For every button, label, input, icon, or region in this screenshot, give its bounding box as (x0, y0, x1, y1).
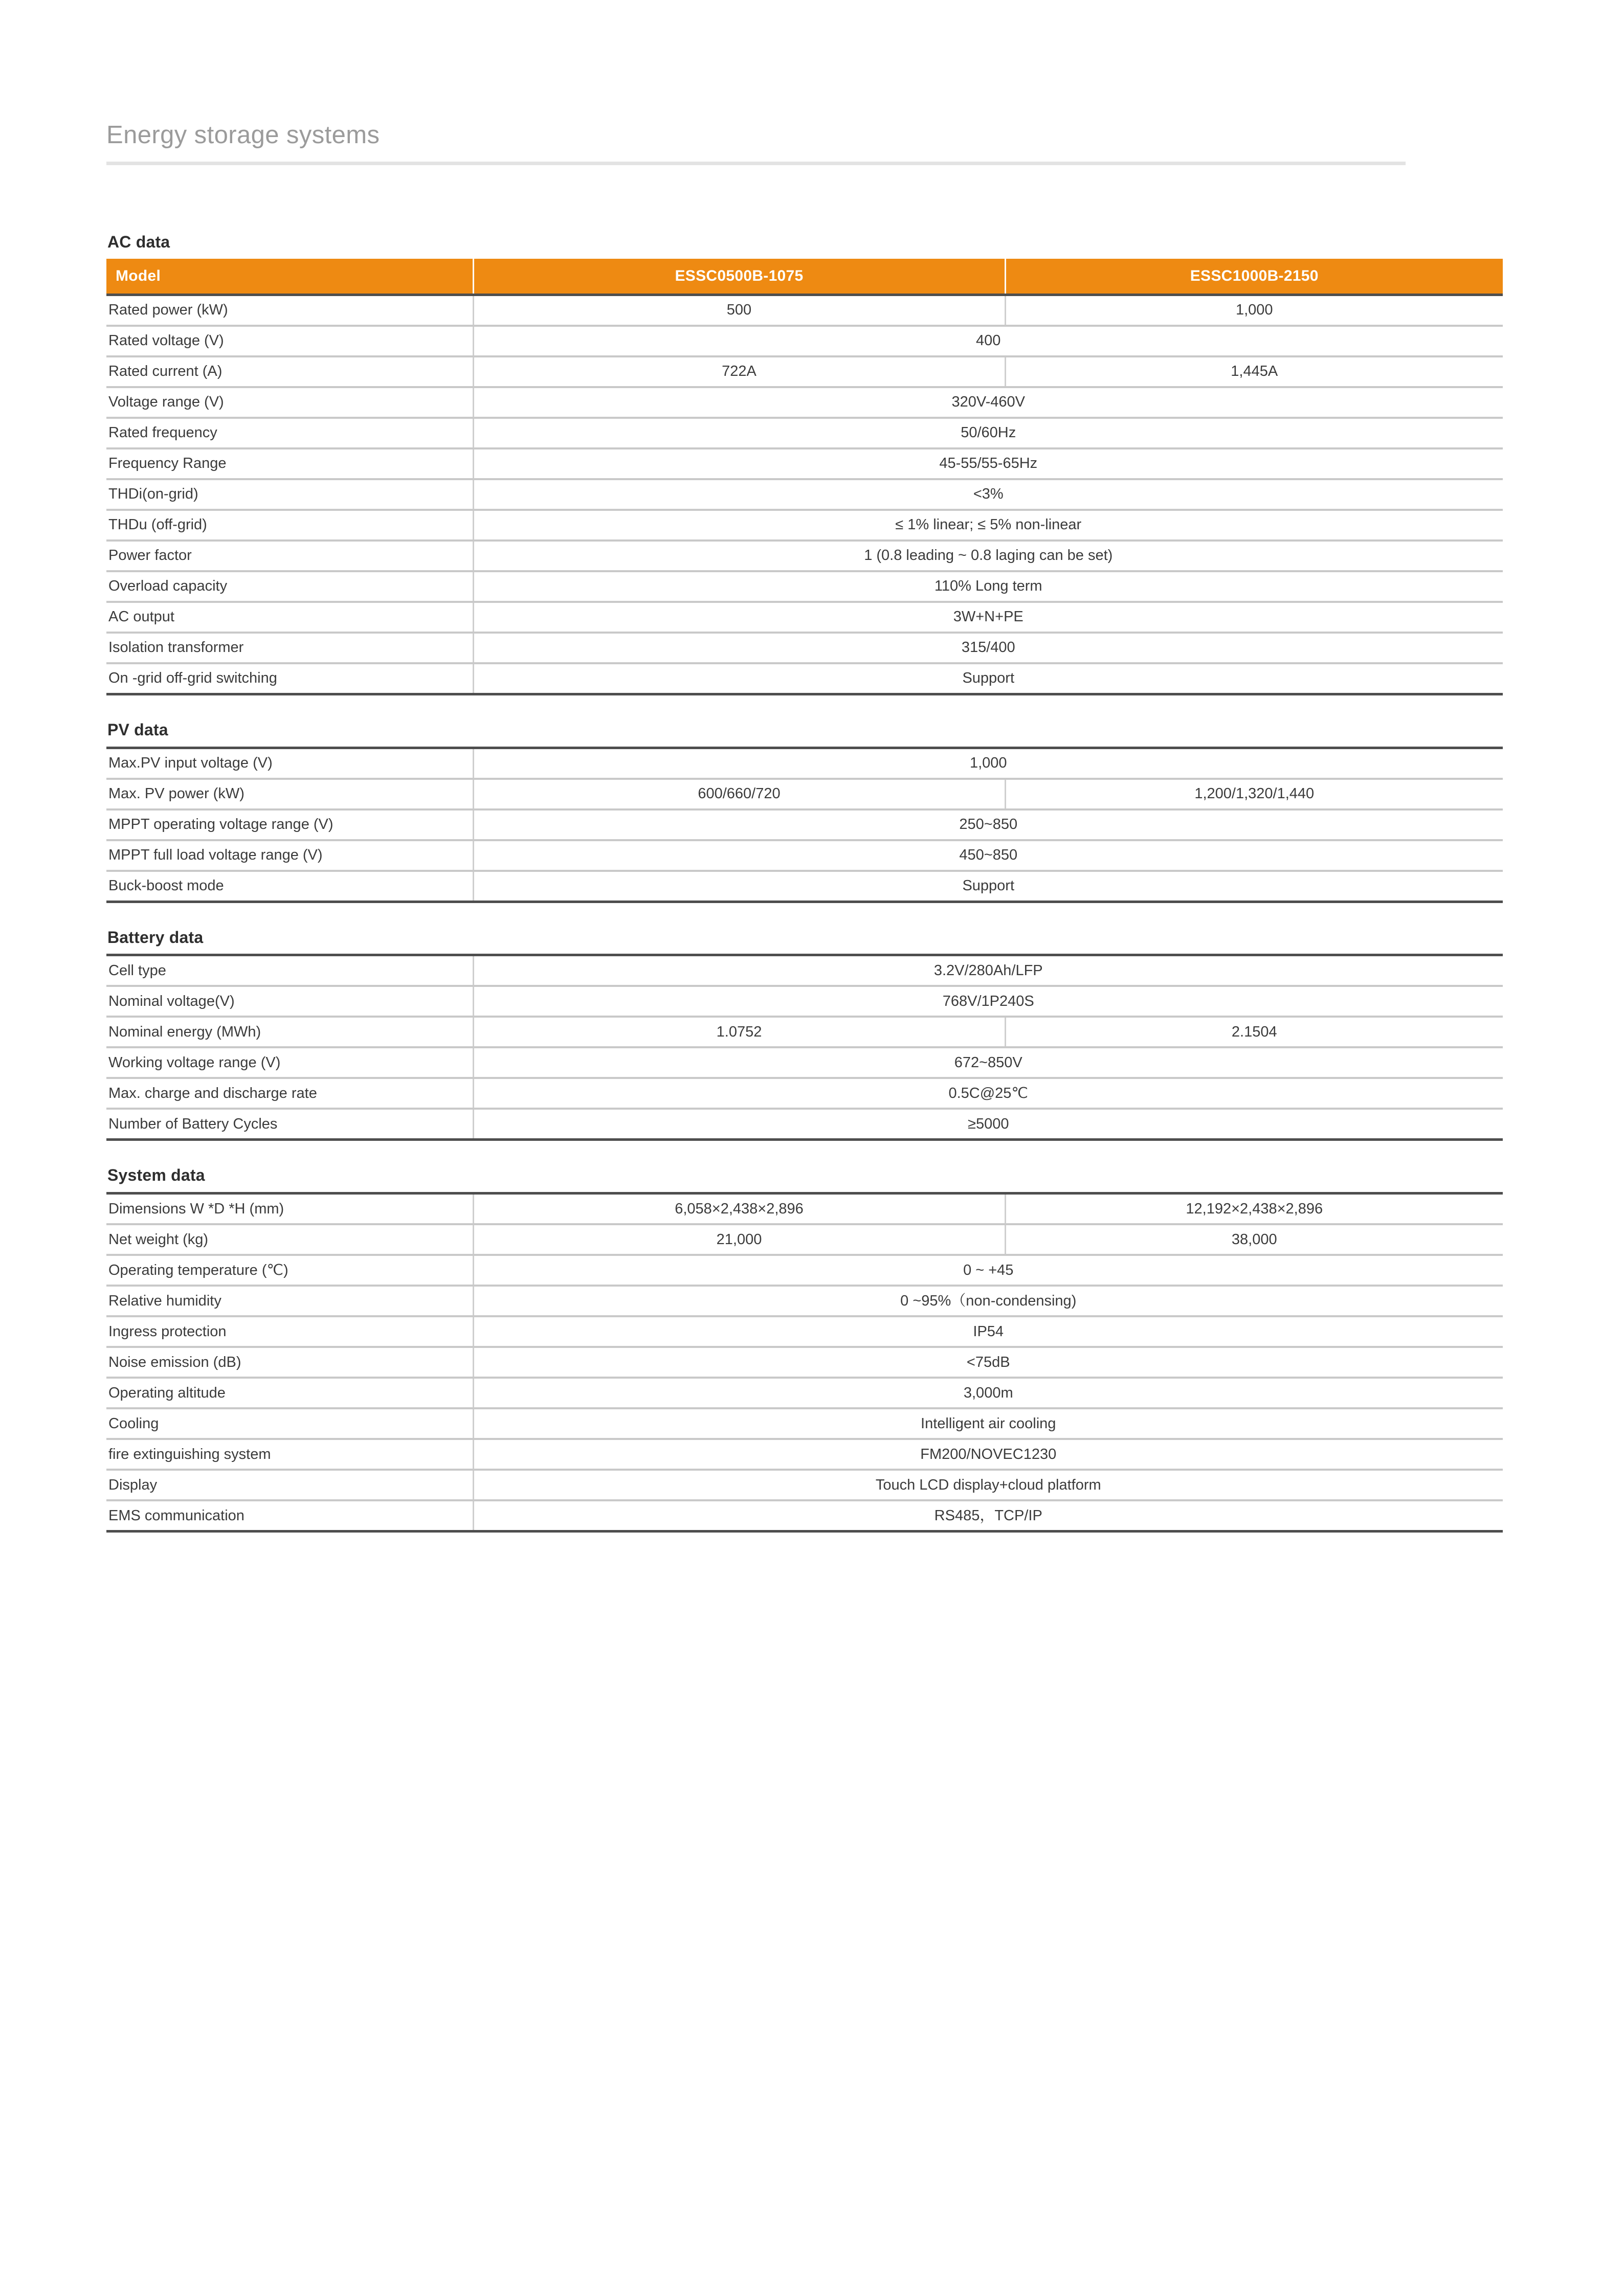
column-header-model-a: ESSC0500B-1075 (473, 259, 1005, 295)
table-row (106, 571, 1503, 602)
section-title: PV data (107, 720, 168, 739)
row-value-shared: Intelligent air cooling (473, 1408, 1503, 1439)
row-label: Cell type (106, 956, 473, 986)
row-label: THDu (off-grid) (106, 510, 473, 541)
table-row (106, 1439, 1503, 1470)
row-value-shared: <75dB (473, 1347, 1503, 1378)
table-row (106, 541, 1503, 571)
row-label: Relative humidity (106, 1286, 473, 1316)
row-value-shared: Support (473, 663, 1503, 694)
row-value-model-b: 2.1504 (1005, 1017, 1503, 1047)
page-title: Energy storage systems (106, 121, 380, 149)
row-value-shared: 3W+N+PE (473, 602, 1503, 633)
row-value-model-b: 12,192×2,438×2,896 (1005, 1195, 1503, 1224)
row-label: Max. PV power (kW) (106, 779, 473, 809)
row-value-shared: IP54 (473, 1316, 1503, 1347)
row-value-shared: 50/60Hz (473, 418, 1503, 448)
table-row (106, 1047, 1503, 1078)
row-value-shared: Touch LCD display+cloud platform (473, 1470, 1503, 1500)
spec-section (106, 928, 1503, 1141)
row-value-shared: RS485，TCP/IP (473, 1500, 1503, 1532)
row-value-model-b: 38,000 (1005, 1224, 1503, 1255)
row-value-shared: 768V/1P240S (473, 986, 1503, 1017)
row-value-shared: 0 ~95%（non-condensing) (473, 1286, 1503, 1316)
row-label: On -grid off-grid switching (106, 663, 473, 694)
row-label: fire extinguishing system (106, 1439, 473, 1470)
row-value-shared: 320V-460V (473, 387, 1503, 418)
table-row (106, 1378, 1503, 1408)
row-value-shared: 250~850 (473, 809, 1503, 840)
section-title: Battery data (107, 928, 204, 947)
row-value-shared: ≤ 1% linear; ≤ 5% non-linear (473, 510, 1503, 541)
table-row (106, 1286, 1503, 1316)
table-row (106, 1255, 1503, 1286)
row-label: Number of Battery Cycles (106, 1109, 473, 1140)
row-label: Overload capacity (106, 571, 473, 602)
row-label: Nominal energy (MWh) (106, 1017, 473, 1047)
row-label: Cooling (106, 1408, 473, 1439)
row-value-model-a: 722A (473, 356, 1005, 387)
row-label: Buck-boost mode (106, 871, 473, 902)
table-row (106, 479, 1503, 510)
table-row (106, 1109, 1503, 1140)
section-title: AC data (107, 233, 170, 251)
row-label: Max. charge and discharge rate (106, 1078, 473, 1109)
row-label: Operating temperature (℃) (106, 1255, 473, 1286)
table-row (106, 387, 1503, 418)
table-header-row (106, 259, 1503, 295)
row-value-model-a: 6,058×2,438×2,896 (473, 1195, 1005, 1224)
row-value-model-a: 21,000 (473, 1224, 1005, 1255)
header-divider (106, 162, 1406, 165)
table-row (106, 418, 1503, 448)
column-header-model: Model (106, 259, 473, 295)
table-row (106, 1017, 1503, 1047)
row-value-shared: 3,000m (473, 1378, 1503, 1408)
table-row (106, 295, 1503, 326)
table-row (106, 663, 1503, 694)
table-row (106, 1470, 1503, 1500)
table-row (106, 633, 1503, 663)
row-value-shared: 1,000 (473, 749, 1503, 779)
spec-section (106, 233, 1503, 695)
row-label: AC output (106, 602, 473, 633)
row-value-model-b: 1,200/1,320/1,440 (1005, 779, 1503, 809)
table-row (106, 1500, 1503, 1532)
row-label: Max.PV input voltage (V) (106, 749, 473, 779)
row-value-shared: 3.2V/280Ah/LFP (473, 956, 1503, 986)
row-value-shared: 450~850 (473, 840, 1503, 871)
table-row (106, 1408, 1503, 1439)
spec-table (106, 1192, 1503, 1533)
row-label: Voltage range (V) (106, 387, 473, 418)
row-label: Frequency Range (106, 448, 473, 479)
table-row (106, 871, 1503, 902)
row-label: MPPT operating voltage range (V) (106, 809, 473, 840)
row-label: Rated voltage (V) (106, 326, 473, 356)
section-title: System data (107, 1166, 205, 1185)
table-row (106, 1195, 1503, 1224)
row-value-shared: 0 ~ +45 (473, 1255, 1503, 1286)
table-row (106, 448, 1503, 479)
column-header-model-b: ESSC1000B-2150 (1005, 259, 1503, 295)
spec-table (106, 259, 1503, 695)
row-value-model-a: 500 (473, 295, 1005, 326)
row-label: THDi(on-grid) (106, 479, 473, 510)
row-value-shared: 315/400 (473, 633, 1503, 663)
row-label: Operating altitude (106, 1378, 473, 1408)
row-value-shared: 400 (473, 326, 1503, 356)
row-label: Net weight (kg) (106, 1224, 473, 1255)
row-value-model-b: 1,000 (1005, 295, 1503, 326)
row-value-shared: 1 (0.8 leading ~ 0.8 laging can be set) (473, 541, 1503, 571)
spec-section (106, 721, 1503, 903)
table-row (106, 1347, 1503, 1378)
table-row (106, 356, 1503, 387)
row-value-shared: 672~850V (473, 1047, 1503, 1078)
row-value-model-a: 600/660/720 (473, 779, 1005, 809)
row-label: Ingress protection (106, 1316, 473, 1347)
table-row (106, 1224, 1503, 1255)
table-row (106, 602, 1503, 633)
row-label: Isolation transformer (106, 633, 473, 663)
row-label: Nominal voltage(V) (106, 986, 473, 1017)
table-row (106, 986, 1503, 1017)
row-value-shared: FM200/NOVEC1230 (473, 1439, 1503, 1470)
table-row (106, 956, 1503, 986)
row-label: Rated frequency (106, 418, 473, 448)
row-value-shared: ≥5000 (473, 1109, 1503, 1140)
row-value-model-a: 1.0752 (473, 1017, 1005, 1047)
row-label: Rated power (kW) (106, 295, 473, 326)
row-value-shared: <3% (473, 479, 1503, 510)
row-value-shared: 0.5C@25℃ (473, 1078, 1503, 1109)
row-label: Display (106, 1470, 473, 1500)
row-label: Power factor (106, 541, 473, 571)
row-value-shared: 45-55/55-65Hz (473, 448, 1503, 479)
row-label: Working voltage range (V) (106, 1047, 473, 1078)
spec-section (106, 1166, 1503, 1533)
row-value-shared: Support (473, 871, 1503, 902)
row-label: EMS communication (106, 1500, 473, 1532)
spec-table (106, 747, 1503, 903)
spec-table (106, 954, 1503, 1141)
table-row (106, 779, 1503, 809)
spec-sections (106, 233, 1503, 1533)
page-header (106, 122, 1406, 165)
table-row (106, 1078, 1503, 1109)
row-label: MPPT full load voltage range (V) (106, 840, 473, 871)
table-row (106, 749, 1503, 779)
row-value-shared: 110% Long term (473, 571, 1503, 602)
table-row (106, 510, 1503, 541)
table-row (106, 326, 1503, 356)
table-row (106, 840, 1503, 871)
row-label: Rated current (A) (106, 356, 473, 387)
row-label: Noise emission (dB) (106, 1347, 473, 1378)
table-row (106, 809, 1503, 840)
table-row (106, 1316, 1503, 1347)
row-value-model-b: 1,445A (1005, 356, 1503, 387)
row-label: Dimensions W *D *H (mm) (106, 1195, 473, 1224)
